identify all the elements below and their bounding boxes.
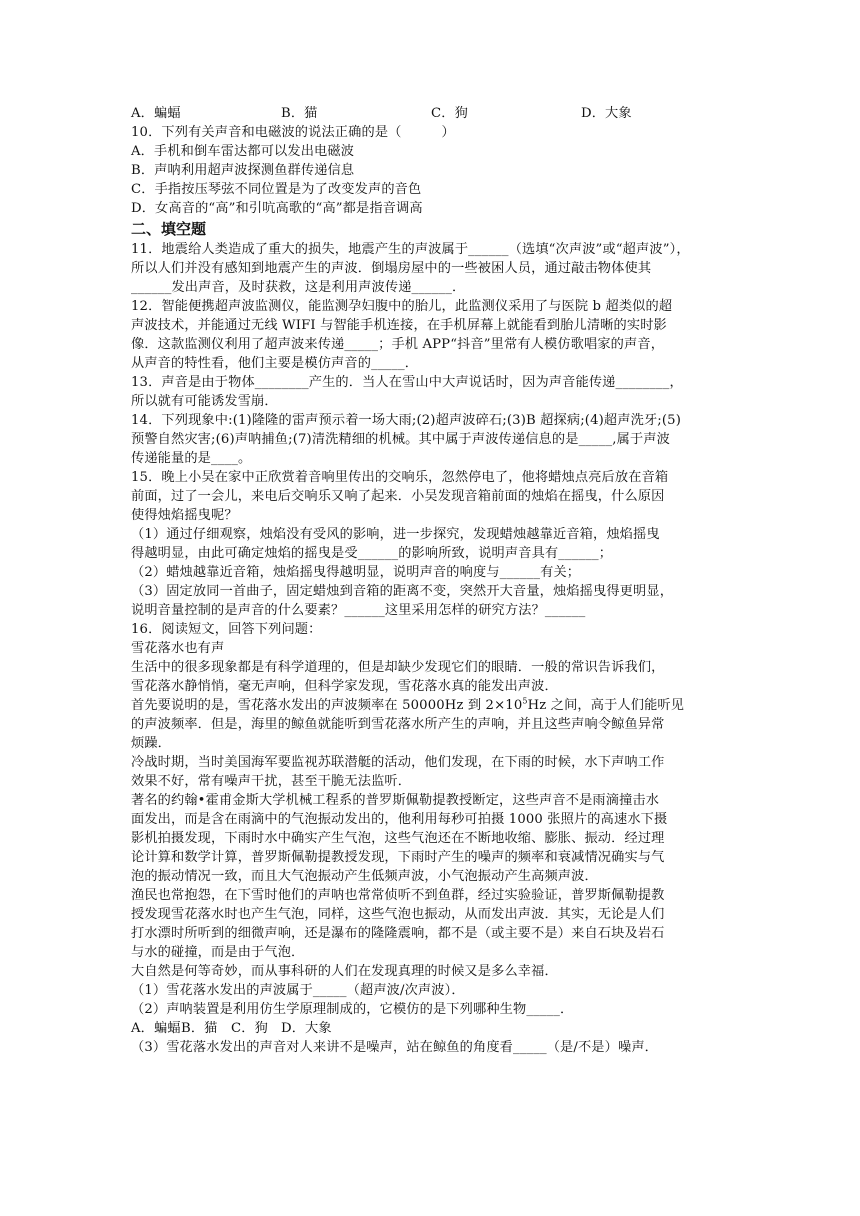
q16-option-b: B．猫	[181, 1021, 218, 1036]
q16-subquestion-2: （2）声呐装置是利用仿生学原理制成的，它模仿的是下列哪种生物_____．	[131, 1002, 574, 1017]
q10-option-a: A．手机和倒车雷达都可以发出电磁波	[131, 144, 355, 159]
q11-line: ______发出声音，及时获救，这是利用声波传递______．	[131, 280, 466, 295]
passage-title: 雪花落水也有声	[131, 641, 225, 656]
q12-line: 像．这款监测仪利用了超声波来传递_____；手机 APP“抖音”里常有人模仿歌唱家的声音，	[131, 337, 665, 352]
q15-line: 使得烛焰摇曳呢？	[131, 508, 238, 523]
passage-line: 著名的约翰•霍甫金斯大学机械工程系的普罗斯佩勒提教授断定，这些声音不是雨滴撞击水	[131, 793, 660, 808]
passage-line: 大自然是何等奇妙，而从事科研的人们在发现真理的时候又是多么幸福．	[131, 964, 558, 979]
passage-line	[131, 696, 731, 715]
q9-option-a: A．蝙蝠	[131, 106, 181, 121]
passage-text: 首先要说明的是，雪花落水发出的声波频率在 50000Hz 到 2×10	[131, 698, 523, 713]
passage-line: 生活中的很多现象都是有科学道理的，但是却缺少发现它们的眼睛．一般的常识告诉我们，	[131, 660, 665, 675]
passage-line: 泡的振动情况一致，而且大气泡振动产生低频声波，小气泡振动产生高频声波．	[131, 869, 598, 884]
question-13	[131, 373, 731, 411]
q16-intro: 16．阅读短文，回答下列问题：	[131, 622, 322, 637]
q9-option-b: B．猫	[281, 106, 318, 121]
section-heading-fill-in: 二、填空题	[131, 220, 207, 238]
q11-line: 11．地震给人类造成了重大的损失，地震产生的声波属于______（选填“次声波”或“超声波”），	[131, 242, 690, 257]
question-15	[131, 468, 731, 620]
q15-line: （2）蜡烛越靠近音箱，烛焰摇曳得越明显，说明声音的响度与______有关；	[131, 565, 581, 580]
q10-option-d: D．女高音的“高”和引吭高歌的“高”都是指音调高	[131, 201, 423, 216]
passage-text: Hz 之间，高于人们能听见	[527, 698, 685, 713]
q10-option-b: B．声呐利用超声波探测鱼群传递信息	[131, 163, 355, 178]
passage-line: 论计算和数学计算，普罗斯佩勒提教授发现，下雨时产生的噪声的频率和衰减情况确实与气	[131, 850, 665, 865]
q15-line: 得越明显，由此可确定烛焰的摇曳是受______的影响所致，说明声音具有______；	[131, 546, 613, 561]
q16-option-a: A．蝙蝠	[131, 1021, 181, 1036]
passage-line: 冷战时期，当时美国海军要监视苏联潜艇的活动，他们发现，在下雨的时候，水下声呐工作	[131, 755, 665, 770]
q15-line: （1）通过仔细观察，烛焰没有受风的影响，进一步探究，发现蜡烛越靠近音箱，烛焰摇曳	[131, 527, 660, 542]
question-11	[131, 240, 731, 297]
q15-line: （3）固定放同一首曲子，固定蜡烛到音箱的距离不变，突然开大音量，烛焰摇曳得更明显，	[131, 584, 674, 599]
q12-line: 声波技术，并能通过无线 WIFI 与智能手机连接，在手机屏幕上就能看到胎儿清晰的实时影	[131, 318, 667, 333]
passage-line: 面发出，而是含在雨滴中的气泡振动发出的，他利用每秒可拍摄 1000 张照片的高速水下摄	[131, 812, 668, 827]
worksheet-page	[131, 104, 731, 1057]
q16-option-c: C．狗	[231, 1021, 268, 1036]
question-14	[131, 411, 731, 468]
q12-line: 从声音的特性看，他们主要是模仿声音的_____．	[131, 356, 419, 371]
passage-line: 授发现雪花落水时也产生气泡，同样，这些气泡也振动，从而发出声波．其实，无论是人们	[131, 907, 665, 922]
q14-line: 传递能量的是____。	[131, 451, 252, 466]
q15-line: 说明音量控制的是声音的什么要素？______这里采用怎样的研究方法？______	[131, 603, 586, 618]
q9-option-c: C．狗	[431, 106, 468, 121]
q14-line: 预警自然灾害;(6)声呐捕鱼;(7)清洗精细的机械。其中属于声波传递信息的是_____,属于声波	[131, 432, 670, 447]
q16-sub2-options	[131, 1019, 731, 1038]
q10-option-c: C．手指按压琴弦不同位置是为了改变发声的音色	[131, 182, 422, 197]
q9-option-d: D．大象	[581, 106, 632, 121]
passage-line: 雪花落水静悄悄，毫无声响，但科学家发现，雪花落水真的能发出声波．	[131, 679, 558, 694]
passage-line: 烦躁．	[131, 736, 172, 751]
q15-line: 15．晚上小吴在家中正欣赏着音响里传出的交响乐，忽然停电了，他将蜡烛点亮后放在音箱	[131, 470, 669, 485]
q13-line: 所以就有可能诱发雪崩．	[131, 394, 278, 409]
passage-line: 渔民也常抱怨，在下雪时他们的声呐也常常侦听不到鱼群，经过实验验证，普罗斯佩勒提教	[131, 888, 665, 903]
question-12	[131, 297, 731, 373]
q16-option-d: D．大象	[281, 1021, 332, 1036]
question-10	[131, 123, 731, 218]
q16-subquestion-1: （1）雪花落水发出的声波属于_____（超声波/次声波）．	[131, 983, 465, 998]
exponent: 5	[522, 696, 528, 706]
q10-stem: 10．下列有关声音和电磁波的说法正确的是（ ）	[131, 125, 455, 140]
q16-subquestion-3: （3）雪花落水发出的声音对人来讲不是噪声，站在鲸鱼的角度看_____（是/不是）噪声．	[131, 1040, 658, 1055]
q14-line: 14．下列现象中:(1)隆隆的雷声预示着一场大雨;(2)超声波碎石;(3)B 超探病;(4)超声洗牙;(5)	[131, 413, 682, 428]
passage-line: 影机拍摄发现，下雨时水中确实产生气泡，这些气泡还在不断地收缩、膨胀、振动．经过理	[131, 831, 665, 846]
question-16	[131, 620, 731, 1057]
q12-line: 12．智能便携超声波监测仪，能监测孕妇腹中的胎儿，此监测仪采用了与医院 b 超类似的超	[131, 299, 673, 314]
q11-line: 所以人们并没有感知到地震产生的声波．倒塌房屋中的一些被困人员，通过敲击物体使其	[131, 261, 652, 276]
passage-line: 效果不好，常有噪声干扰，甚至干脆无法监听．	[131, 774, 412, 789]
q13-line: 13．声音是由于物体________产生的．当人在雪山中大声说话时，因为声音能传递________，	[131, 375, 683, 390]
passage-line: 与水的碰撞，而是由于气泡．	[131, 945, 305, 960]
passage-line: 打水漂时所听到的细微声响，还是瀑布的隆隆震响，都不是（或主要不是）来自石块及岩石	[131, 926, 665, 941]
q9-options	[131, 104, 731, 123]
passage-line: 的声波频率．但是，海里的鲸鱼就能听到雪花落水所产生的声响，并且这些声响令鲸鱼异常	[131, 717, 665, 732]
q15-line: 前面，过了一会儿，来电后交响乐又响了起来．小吴发现音箱前面的烛焰在摇曳，什么原因	[131, 489, 665, 504]
